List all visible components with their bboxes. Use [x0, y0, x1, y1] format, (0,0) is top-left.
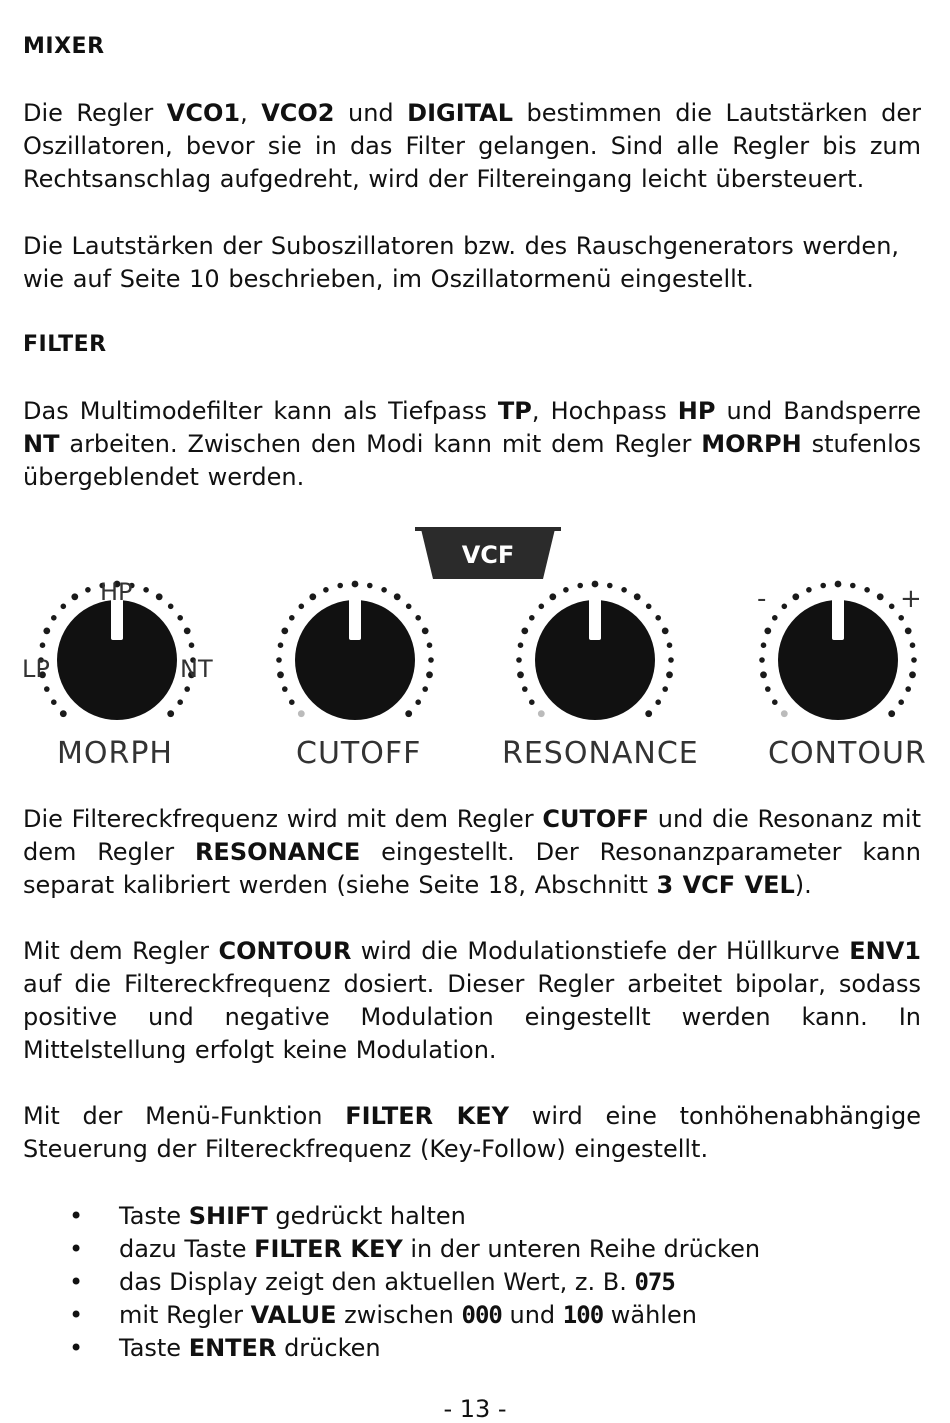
text-segment: CUTOFF [542, 805, 650, 833]
text-segment: arbeiten. Zwischen den Modi kann mit dem Regler [59, 430, 702, 458]
scale-dot [820, 583, 826, 589]
list-item [23, 1299, 921, 1332]
knob-contour[interactable] [759, 581, 917, 720]
bullet-icon: • [69, 1268, 84, 1296]
text-segment: zwischen [336, 1301, 462, 1329]
scale-dot [662, 628, 669, 635]
text-segment: CONTOUR [218, 937, 352, 965]
text-segment: auf die Filtereckfrequenz dosiert. Dieser Regler arbeitet bipolar, sodass positive und negative Modulation eingestellt werden kann. In Mittelstellung erfolgt keine Modulation. [23, 970, 921, 1064]
list-item [23, 1233, 921, 1266]
knob-resonance[interactable] [516, 581, 674, 720]
text-segment: TP [497, 397, 532, 425]
mixer-paragraph-2: Die Lautstärken der Suboszillatoren bzw. des Rauschgenerators werden, wie auf Seite 10 beschrieben, im Oszillatormenü eingestellt. [23, 232, 900, 293]
display-value: 100 [562, 1301, 604, 1329]
scale-dot [71, 593, 78, 600]
scale-dot [282, 686, 288, 692]
text-segment: , Hochpass [531, 397, 678, 425]
scale-dot [521, 628, 528, 635]
scale-dot [156, 593, 163, 600]
scale-dot [40, 642, 46, 648]
text-segment: und Bandsperre [715, 397, 921, 425]
scale-dot [428, 657, 434, 663]
text-segment: FILTER KEY [254, 1235, 403, 1263]
scale-dot [792, 593, 799, 600]
scale-dot [426, 671, 433, 678]
scale-dot [621, 587, 627, 593]
text-segment: FILTER KEY [345, 1102, 509, 1130]
scale-dot [563, 587, 569, 593]
scale-dot [645, 710, 652, 717]
instruction-list [23, 1200, 921, 1365]
scale-dot [299, 604, 305, 610]
text-segment: ENTER [188, 1334, 277, 1362]
text-segment: Die Regler [23, 99, 167, 127]
scale-dot [167, 710, 174, 717]
scale-dot [889, 604, 895, 610]
scale-dot [888, 710, 895, 717]
contour-paragraph [23, 935, 921, 1067]
scale-dot [898, 699, 904, 705]
knob-pointer [589, 598, 601, 640]
mixer-heading: MIXER [23, 34, 105, 59]
knob-label-morph: MORPH [57, 736, 173, 771]
scale-dot [759, 657, 765, 663]
scale-dot [764, 628, 771, 635]
scale-dot [337, 583, 343, 589]
scale-dot [850, 583, 856, 589]
filter-key-paragraph [23, 1100, 921, 1166]
scale-dot [367, 583, 373, 589]
text-segment: Das Multimodefilter kann als Tiefpass [23, 397, 498, 425]
scale-dot [655, 615, 661, 621]
bullet-icon: • [69, 1334, 84, 1362]
filter-paragraph [23, 395, 921, 494]
knob-label-contour: CONTOUR [768, 736, 927, 771]
scale-dot [667, 642, 673, 648]
scale-dot [323, 587, 329, 593]
scale-dot [662, 686, 668, 692]
scale-dot [517, 671, 524, 678]
knob-label-cutoff: CUTOFF [296, 736, 422, 771]
vcf-tab [415, 527, 561, 581]
scale-dot [668, 657, 674, 663]
text-segment: dazu Taste [119, 1235, 255, 1263]
text-segment: Taste [119, 1202, 189, 1230]
scale-dot [177, 699, 183, 705]
text-segment: und die Resonanz mit dem Regler [23, 805, 921, 866]
knob-cutoff[interactable] [276, 581, 434, 720]
list-item-text [119, 1266, 675, 1299]
text-segment: HP [677, 397, 716, 425]
scale-dot [549, 593, 556, 600]
scale-dot [518, 642, 524, 648]
scale-dot [905, 628, 912, 635]
scale-dot [143, 587, 149, 593]
text-segment: Taste [119, 1334, 189, 1362]
text-segment: bestimmen die Lautstärken der Oszillatoren, bevor sie in das Filter gelangen. Sind alle Regler bis zum Rechtsanschlag aufgedreht, wird der Filtereingang leicht übersteuert. [23, 99, 922, 193]
text-segment: SHIFT [188, 1202, 268, 1230]
knob-pointer [832, 598, 844, 640]
scale-dot [281, 628, 288, 635]
text-segment: mit Regler [119, 1301, 251, 1329]
text-segment: wird eine tonhöhenabhängige Steuerung der Filtereckfrequenz (Key-Follow) eingestellt. [23, 1102, 921, 1163]
scale-dot [905, 686, 911, 692]
scale-dot [427, 642, 433, 648]
text-segment: VALUE [250, 1301, 337, 1329]
text-segment: ). [794, 871, 812, 899]
scale-dot [276, 657, 282, 663]
scale-dot [189, 642, 195, 648]
scale-dot [278, 642, 284, 648]
scale-dot [289, 699, 295, 705]
text-segment: RESONANCE [194, 838, 361, 866]
text-segment: VCO2 [261, 99, 335, 127]
scale-dot [184, 686, 190, 692]
scale-dot [298, 710, 305, 717]
text-segment: Mit dem Regler [23, 937, 219, 965]
scale-dot [43, 628, 50, 635]
text-segment: Die Filtereckfrequenz wird mit dem Regler [23, 805, 543, 833]
page-number: - 13 - [443, 1395, 507, 1423]
scale-dot [910, 642, 916, 648]
list-item-text [119, 1200, 466, 1233]
scale-dot [61, 604, 67, 610]
text-segment: NT [23, 430, 60, 458]
scale-dot [592, 581, 599, 588]
display-value: 075 [634, 1268, 675, 1296]
scale-dot [539, 604, 545, 610]
scale-dot [381, 587, 387, 593]
morph-nt-mark: NT [180, 655, 213, 683]
contour-plus-mark: + [900, 584, 922, 614]
scale-dot [577, 583, 583, 589]
scale-dot [85, 587, 91, 593]
scale-dot [781, 710, 788, 717]
scale-dot [60, 710, 67, 717]
filter-heading: FILTER [23, 332, 107, 357]
text-segment: und [501, 1301, 563, 1329]
scale-dot [655, 699, 661, 705]
text-segment: Mit der Menü-Funktion [23, 1102, 346, 1130]
scale-dot [806, 587, 812, 593]
scale-dot [529, 615, 535, 621]
scale-dot [772, 699, 778, 705]
scale-dot [352, 581, 359, 588]
morph-lp-mark: LP [22, 655, 50, 683]
text-segment: stufenlos übergeblendet werden. [23, 430, 921, 491]
bullet-icon: • [69, 1301, 84, 1329]
scale-dot [406, 604, 412, 610]
text-segment: wählen [603, 1301, 697, 1329]
scale-dot [760, 671, 767, 678]
text-segment: und [334, 99, 408, 127]
scale-dot [898, 615, 904, 621]
scale-dot [177, 615, 183, 621]
scale-dot [168, 604, 174, 610]
scale-dot [765, 686, 771, 692]
vcf-tab-label: VCF [461, 541, 515, 569]
text-segment: , [240, 99, 262, 127]
bullet-icon: • [69, 1202, 84, 1230]
scale-dot [51, 615, 57, 621]
scale-dot [415, 615, 421, 621]
scale-dot [877, 593, 884, 600]
scale-dot [911, 657, 917, 663]
text-segment: VCO1 [166, 99, 241, 127]
text-segment: wird die Modulationstiefe der Hüllkurve [351, 937, 850, 965]
display-value: 000 [461, 1301, 502, 1329]
text-segment: gedrückt halten [267, 1202, 466, 1230]
scale-dot [184, 628, 191, 635]
list-item [23, 1200, 921, 1233]
list-item-text [119, 1332, 381, 1365]
knob-pointer [349, 598, 361, 640]
text-segment: DIGITAL [407, 99, 514, 127]
scale-dot [51, 699, 57, 705]
contour-minus-mark: - [757, 584, 767, 614]
text-segment: MORPH [701, 430, 802, 458]
scale-dot [529, 699, 535, 705]
scale-dot [405, 710, 412, 717]
scale-dot [394, 593, 401, 600]
scale-dot [422, 686, 428, 692]
text-segment: das Display zeigt den aktuellen Wert, z. B. [119, 1268, 635, 1296]
text-segment: in der unteren Reihe drücken [402, 1235, 761, 1263]
scale-dot [422, 628, 429, 635]
scale-dot [634, 593, 641, 600]
mixer-paragraph-1 [23, 97, 921, 196]
cutoff-paragraph [23, 803, 921, 902]
list-item-text [119, 1233, 760, 1266]
scale-dot [607, 583, 613, 589]
scale-dot [772, 615, 778, 621]
scale-dot [864, 587, 870, 593]
text-segment: ENV1 [849, 937, 921, 965]
scale-dot [277, 671, 284, 678]
scale-dot [909, 671, 916, 678]
morph-hp-mark: HP [100, 578, 133, 606]
text-segment: 3 VCF VEL [656, 871, 795, 899]
scale-dot [538, 710, 545, 717]
scale-dot [289, 615, 295, 621]
knob-label-resonance: RESONANCE [502, 736, 699, 771]
scale-dot [415, 699, 421, 705]
scale-dot [44, 686, 50, 692]
scale-dot [666, 671, 673, 678]
bullet-icon: • [69, 1235, 84, 1263]
list-item [23, 1266, 921, 1299]
list-item [23, 1332, 921, 1365]
scale-dot [782, 604, 788, 610]
scale-dot [646, 604, 652, 610]
scale-dot [309, 593, 316, 600]
text-segment: eingestellt. Der Resonanzparameter kann separat kalibriert werden (siehe Seite 18, Abschnitt [23, 838, 921, 899]
scale-dot [516, 657, 522, 663]
scale-dot [835, 581, 842, 588]
scale-dot [761, 642, 767, 648]
text-segment: drücken [276, 1334, 381, 1362]
list-item-text [119, 1299, 697, 1332]
scale-dot [522, 686, 528, 692]
